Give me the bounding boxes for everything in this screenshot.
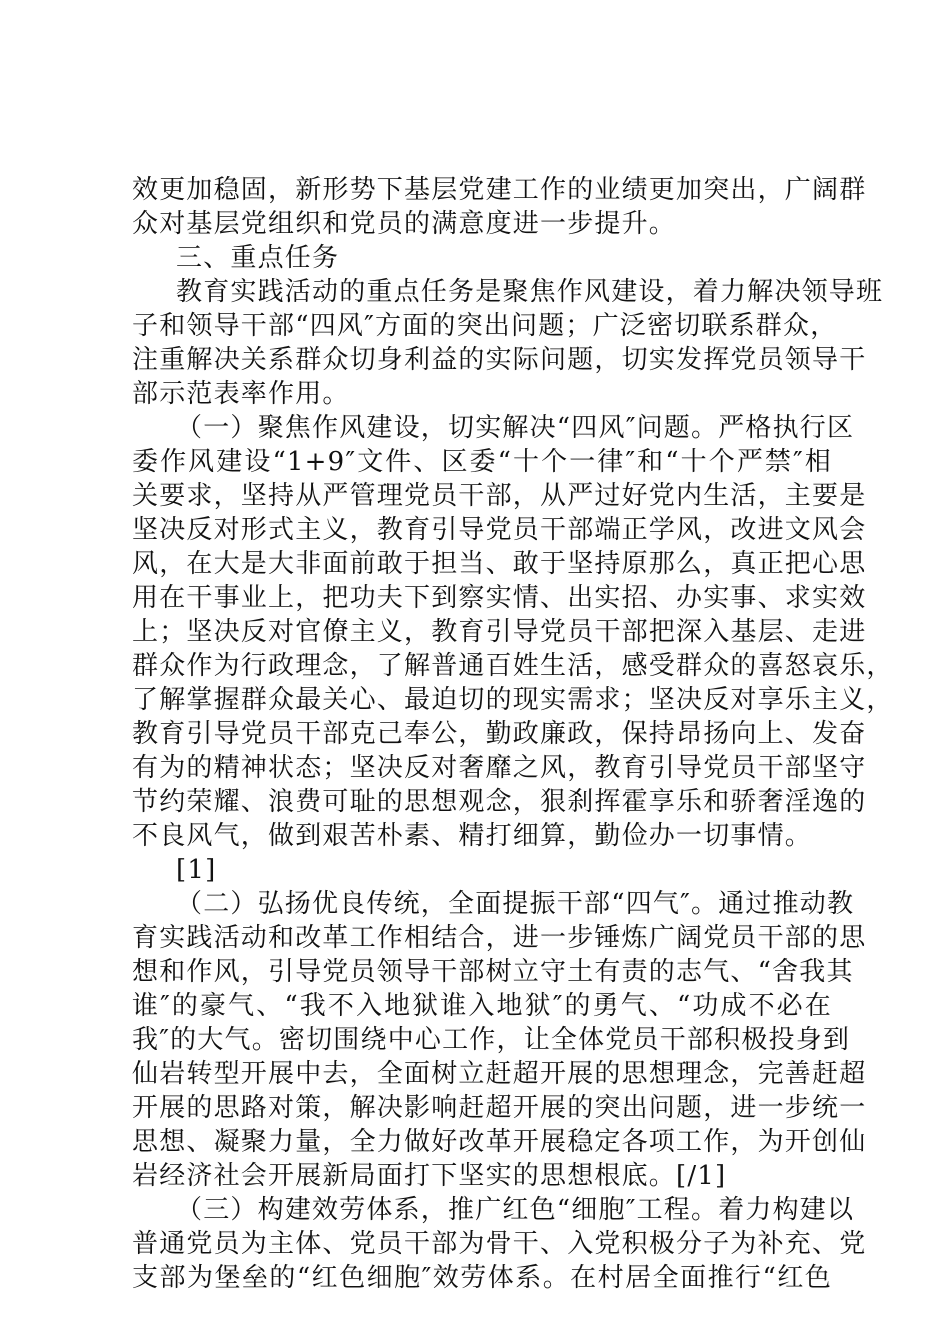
section-heading: 三、重点任务	[176, 243, 340, 273]
text-line: 谁″的豪气、“我不入地狱谁入地狱″的勇气、“功成不必在	[132, 991, 832, 1021]
text-line: 支部为堡垒的“红色细胞″效劳体系。在村居全面推行“红色	[132, 1263, 832, 1293]
text-line: 教育实践活动的重点任务是聚焦作风建设，着力解决领导班	[176, 277, 884, 307]
text-line: 众对基层党组织和党员的满意度进一步提升。	[132, 209, 677, 239]
text-line: （三）构建效劳体系，推广红色“细胞″工程。着力构建以	[176, 1195, 855, 1225]
text-line: 群众作为行政理念，了解普通百姓生活，感受群众的喜怒哀乐，	[132, 651, 894, 681]
text-line: 岩经济社会开展新局面打下坚实的思想根底。[/1]	[132, 1161, 727, 1191]
text-line: 开展的思路对策，解决影响赶超开展的突出问题，进一步统一	[132, 1093, 867, 1123]
text-line: 了解掌握群众最关心、最迫切的现实需求；坚决反对享乐主义，	[132, 685, 894, 715]
text-line: 仙岩转型开展中去，全面树立赶超开展的思想理念，完善赶超	[132, 1059, 867, 1089]
footnote-marker: [1]	[176, 855, 217, 885]
text-line: 普通党员为主体、党员干部为骨干、入党积极分子为补充、党	[132, 1229, 867, 1259]
text-line: 我″的大气。密切围绕中心工作，让全体党员干部积极投身到	[132, 1025, 851, 1055]
text-line: 关要求，坚持从严管理党员干部，从严过好党内生活，主要是	[132, 481, 867, 511]
text-line: 上；坚决反对官僚主义，教育引导党员干部把深入基层、走进	[132, 617, 867, 647]
text-line: 效更加稳固，新形势下基层党建工作的业绩更加突出，广阔群	[132, 175, 867, 205]
document-body	[132, 173, 894, 1295]
text-line: 用在干事业上，把功夫下到察实情、出实招、办实事、求实效	[132, 583, 867, 613]
text-line: 委作风建设“1+9″文件、区委“十个一律″和“十个严禁″相	[132, 447, 832, 477]
text-line: 注重解决关系群众切身利益的实际问题，切实发挥党员领导干	[132, 345, 867, 375]
text-line: 坚决反对形式主义，教育引导党员干部端正学风，改进文风会	[132, 515, 867, 545]
text-line: 不良风气，做到艰苦朴素、精打细算，勤俭办一切事情。	[132, 821, 813, 851]
text-line: （二）弘扬优良传统，全面提振干部“四气″。通过推动教	[176, 889, 855, 919]
text-line: 育实践活动和改革工作相结合，进一步锤炼广阔党员干部的思	[132, 923, 867, 953]
text-line: 部示范表率作用。	[132, 379, 350, 409]
text-line: 思想、凝聚力量，全力做好改革开展稳定各项工作，为开创仙	[132, 1127, 867, 1157]
text-line: 风，在大是大非面前敢于担当、敢于坚持原那么，真正把心思	[132, 549, 867, 579]
text-line: 子和领导干部“四风″方面的突出问题；广泛密切联系群众，	[132, 311, 838, 341]
text-line: 节约荣耀、浪费可耻的思想观念，狠刹挥霍享乐和骄奢淫逸的	[132, 787, 867, 817]
text-line: （一）聚焦作风建设，切实解决“四风″问题。严格执行区	[176, 413, 855, 443]
text-line: 教育引导党员干部克己奉公，勤政廉政，保持昂扬向上、发奋	[132, 719, 867, 749]
text-line: 有为的精神状态；坚决反对奢靡之风，教育引导党员干部坚守	[132, 753, 867, 783]
text-line: 想和作风，引导党员领导干部树立守土有责的志气、“舍我其	[132, 957, 854, 987]
